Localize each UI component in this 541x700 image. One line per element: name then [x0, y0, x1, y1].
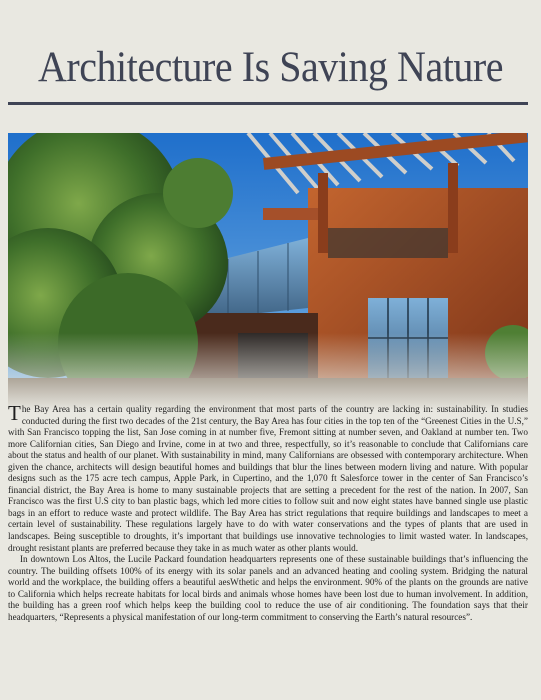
hero-image	[8, 133, 528, 411]
paragraph-1	[8, 401, 528, 554]
page-title: Architecture Is Saving Nature	[37, 44, 504, 91]
title-divider	[8, 102, 528, 105]
paragraph-1-text: he Bay Area has a certain quality regarding the environment that most parts of the country are lacking in: sustainability. In studies conducted during the first two decades of the 21st century, the Bay Area has four cities in the top ten of the “Greenest Cities in the U.S,” with San Francisco topping the list, San Jose coming in at number five, Fremont sitting at number seven, and Oakland at number ten. Two more Californian cities, San Diego and Irvine, come in at two and three, respectfully, so it’s reasonable to conclude that Californians care about the status and health of our planet. With sustainability in mind, many Californians are obsessed with contemporary architecture. When given the chance, architects will design beautiful homes and buildings that blur the lines between modern living and nature. With popular designs such as the 175 acre tech campus, Apple Park, in Cupertino, and the 1,070 ft Salesforce tower in the center of San Francisco’s financial district, the Bay Area is home to many sustainable projects that are setting a precedent for the rest of the nation. In 2007, San Francisco was the first U.S city to ban plastic bags, which led more cities to follow suit and now eight states have banned single use plastic bags in an effort to reduce waste and protect wildlife. The Bay Area has strict regulations that require buildings and landscapes to meet a certain level of sustainability. These regulations largely have to do with water conservations and the types of plants that are used in landscapes. Being susceptible to droughts, it’s important that buildings use innovative technologies to limit wasted water. In landscapes, drought resistant plants are preferred because they take in as much water as other plants would.	[8, 404, 528, 553]
article-body	[8, 401, 528, 623]
drop-cap: T	[8, 401, 21, 425]
paragraph-2: In downtown Los Altos, the Lucile Packard foundation headquarters represents one of these sustainable buildings that’s influencing the country. The building offsets 100% of its energy with its solar panels and an advanced heating and cooling system. Bridging the natural world and the workplace, the building offers a beautiful aesWthetic and helps the environment. 90% of the plants on the grounds are native to California which helps recreate habitats for local birds and animals whose homes have been lost due to human involvement. In addition, the building has a green roof which helps keep the building cool to reduce the use of air conditioning. The foundation says that their headquarters, “Represents a physical manifestation of our long-term commitment to conserving the Earth’s natural resources”.	[8, 554, 528, 622]
